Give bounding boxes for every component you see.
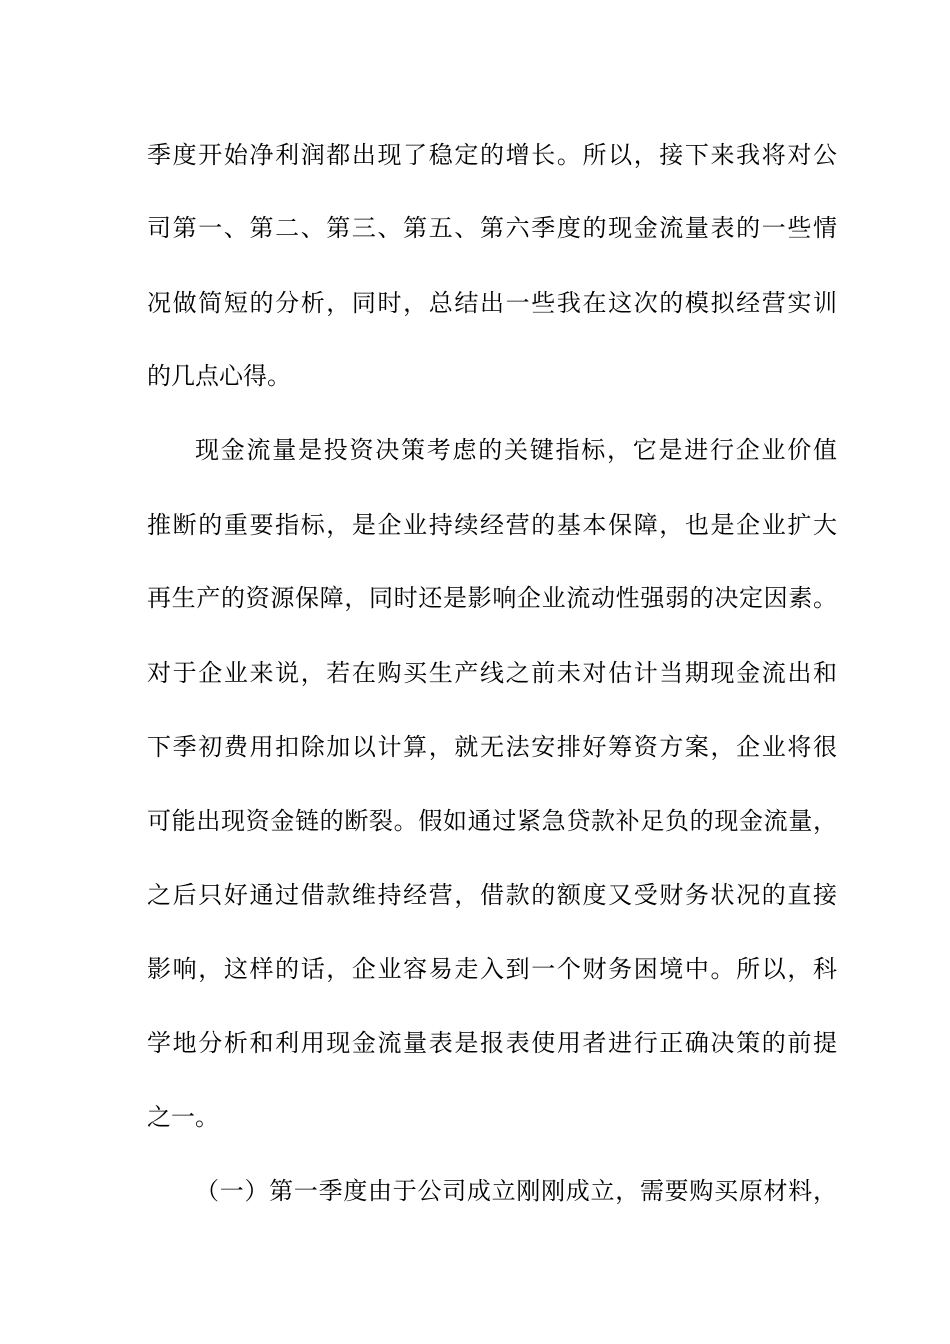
text-line: 对于企业来说，若在购买生产线之前未对估计当期现金流出和 xyxy=(147,659,837,687)
text-line: 学地分析和利用现金流量表是报表使用者进行正确决策的前提 xyxy=(147,1029,837,1057)
text-line: 的几点心得。 xyxy=(147,362,291,390)
text-line: 可能出现资金链的断裂。假如通过紧急贷款补足负的现金流量， xyxy=(147,807,837,835)
text-line: 影响，这样的话，企业容易走入到一个财务困境中。所以，科 xyxy=(147,955,837,983)
text-line: 推断的重要指标，是企业持续经营的基本保障，也是企业扩大 xyxy=(147,511,837,539)
text-line: 况做简短的分析，同时，总结出一些我在这次的模拟经营实训 xyxy=(147,289,837,317)
text-line: 再生产的资源保障，同时还是影响企业流动性强弱的决定因素。 xyxy=(147,584,837,612)
text-line: 季度开始净利润都出现了稳定的增长。所以，接下来我将对公 xyxy=(147,141,837,169)
text-line: 司第一、第二、第三、第五、第六季度的现金流量表的一些情 xyxy=(147,214,837,242)
paragraph-first-line: （一）第一季度由于公司成立刚刚成立，需要购买原材料， xyxy=(195,1177,837,1205)
text-line: 之后只好通过借款维持经营，借款的额度又受财务状况的直接 xyxy=(147,881,837,909)
text-line: 下季初费用扣除加以计算，就无法安排好筹资方案，企业将很 xyxy=(147,733,837,761)
text-line: 之一。 xyxy=(147,1103,219,1131)
paragraph-first-line: 现金流量是投资决策考虑的关键指标，它是进行企业价值 xyxy=(195,436,837,464)
